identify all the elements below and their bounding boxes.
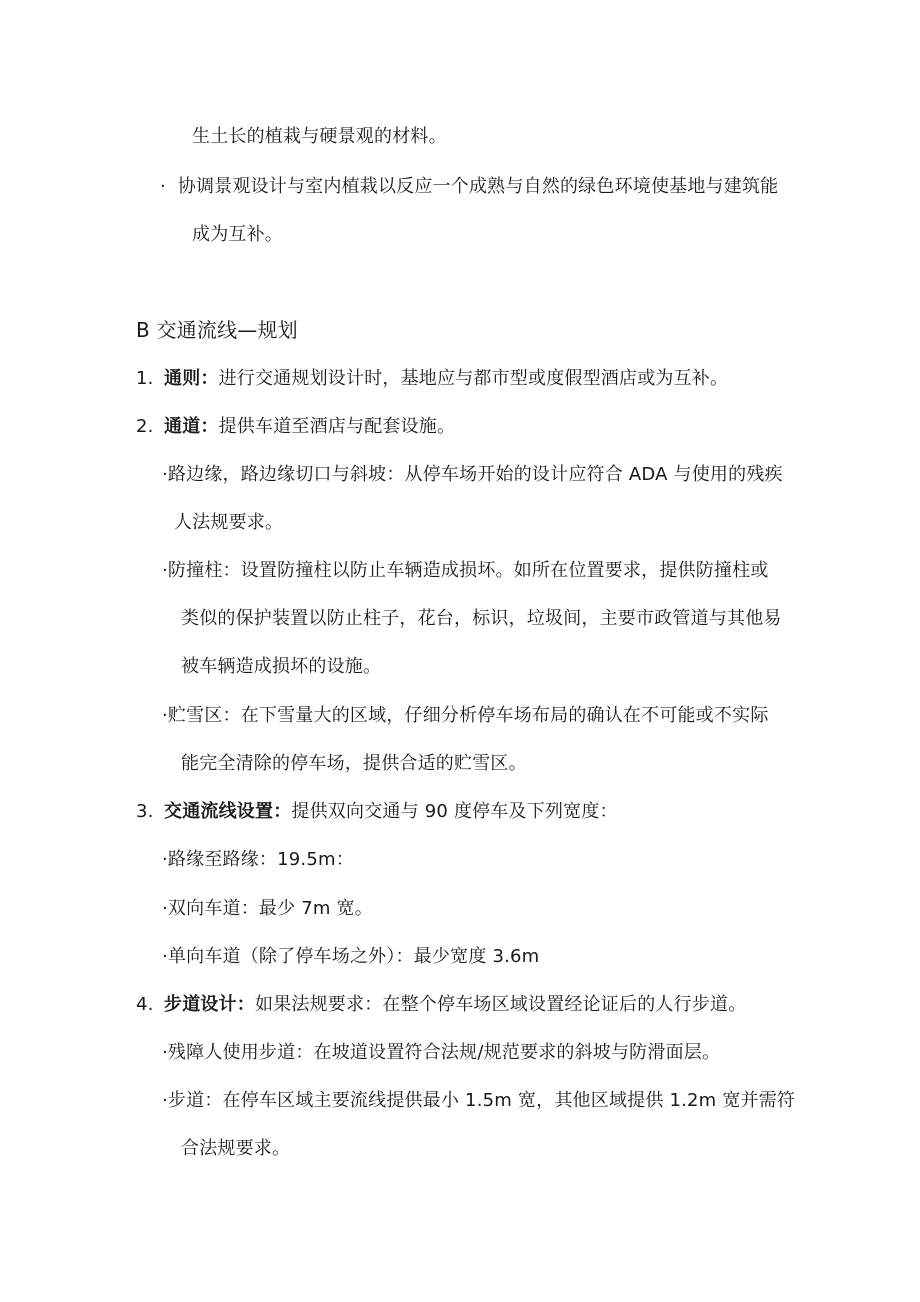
item-number: 2. [136, 416, 154, 437]
list-item [136, 414, 455, 440]
sub-item: ·双向车道：最少 7m 宽。 [162, 898, 373, 919]
sub-item: ·单向车道（除了停车场之外）：最少宽度 3.6m [162, 946, 540, 967]
item-text: 如果法规要求：在整个停车场区域设置经论证后的人行步道。 [255, 994, 747, 1015]
item-text: 进行交通规划设计时，基地应与都市型或度假型酒店或为互补。 [218, 368, 729, 389]
item-text: 提供车道至酒店与配套设施。 [218, 416, 456, 437]
item-term: 交通流线设置： [164, 801, 292, 822]
sub-item: ·路缘至路缘：19.5m： [162, 849, 354, 870]
sub-item-continued: 能完全清除的停车场，提供合适的贮雪区。 [181, 753, 527, 774]
sub-item-continued: 人法规要求。 [174, 512, 284, 533]
item-text: 提供双向交通与 90 度停车及下列宽度： [291, 801, 618, 822]
sub-item: ·步道：在停车区域主要流线提供最小 1.5m 宽，其他区域提供 1.2m 宽并需符 [162, 1090, 796, 1111]
sub-item: ·残障人使用步道：在坡道设置符合法规/规范要求的斜坡与防滑面层。 [162, 1042, 721, 1063]
item-term: 通则： [164, 368, 219, 389]
sub-item: ·贮雪区：在下雪量大的区域，仔细分析停车场布局的确认在不可能或不实际 [162, 705, 769, 726]
sub-item: ·路边缘，路边缘切口与斜坡：从停车场开始的设计应符合 ADA 与使用的残疾 [162, 464, 783, 485]
sub-item: ·防撞柱：设置防撞柱以防止车辆造成损坏。如所在位置要求，提供防撞柱或 [162, 560, 769, 581]
list-item [136, 799, 618, 825]
intro-continued-line: 生土长的植栽与硬景观的材料。 [192, 126, 447, 147]
intro-bullet-line [160, 174, 778, 200]
item-number: 1. [136, 368, 154, 389]
list-item [136, 992, 746, 1018]
item-number: 3. [136, 801, 154, 822]
section-heading: B 交通流线—规划 [136, 318, 298, 342]
item-number: 4. [136, 994, 154, 1015]
sub-item-continued: 被车辆造成损坏的设施。 [181, 656, 382, 677]
sub-item-continued: 类似的保护装置以防止柱子，花台，标识，垃圾间，主要市政管道与其他易 [181, 608, 782, 629]
bullet-dot: · [160, 176, 166, 197]
bullet-text: 协调景观设计与室内植栽以反应一个成熟与自然的绿色环境使基地与建筑能 [177, 176, 779, 197]
item-term: 步道设计： [164, 994, 255, 1015]
item-term: 通道： [164, 416, 219, 437]
list-item [136, 366, 728, 392]
intro-bullet-continued: 成为互补。 [192, 224, 283, 245]
sub-item-continued: 合法规要求。 [181, 1138, 291, 1159]
